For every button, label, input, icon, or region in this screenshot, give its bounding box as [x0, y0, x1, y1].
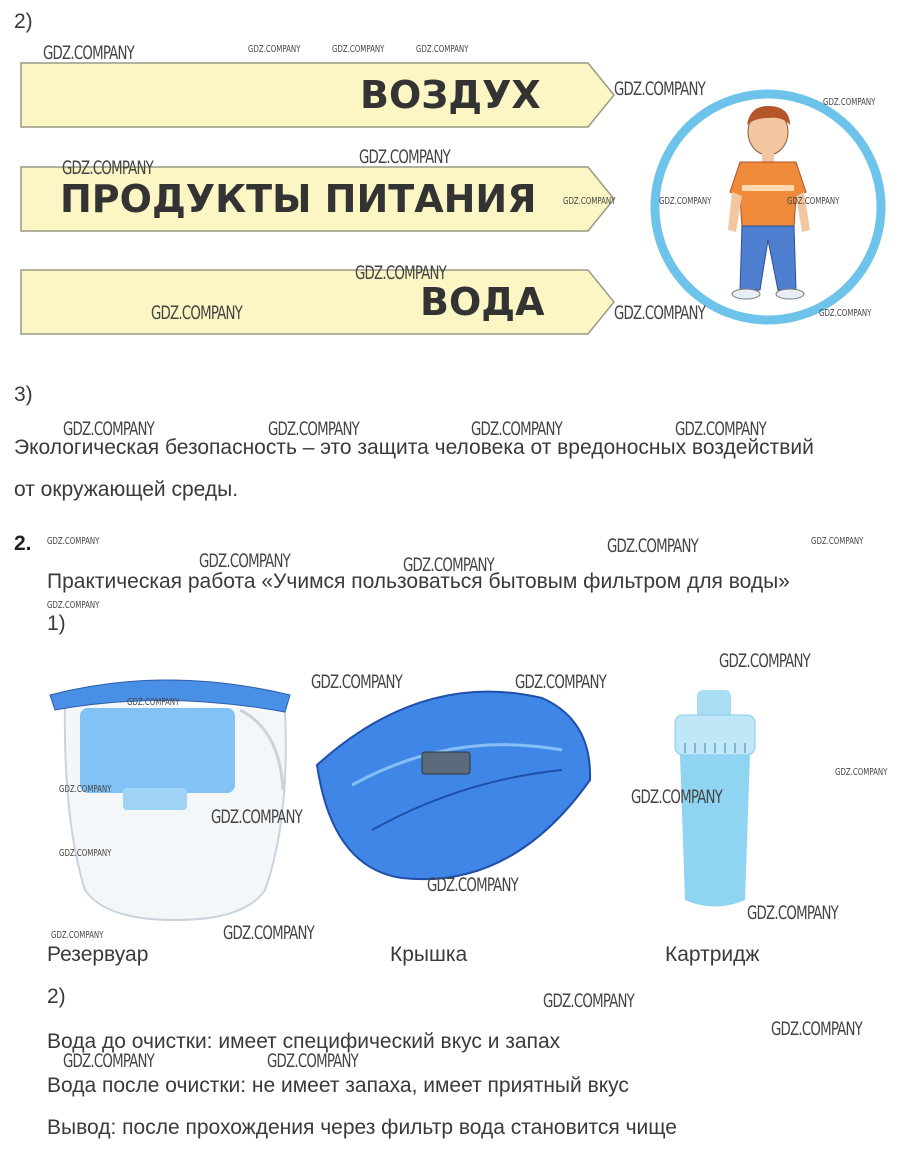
lid-image [312, 690, 597, 895]
definition-line-2: от окружающей среды. [14, 478, 239, 501]
arrow-label-water: ВОДА [420, 280, 545, 324]
watermark: GDZ.COMPANY [543, 990, 635, 1012]
watermark: GDZ.COMPANY [607, 535, 699, 557]
watermark: GDZ.COMPANY [471, 418, 563, 440]
watermark: GDZ.COMPANY [59, 784, 112, 795]
watermark: GDZ.COMPANY [819, 308, 872, 319]
arrow-label-food: ПРОДУКТЫ ПИТАНИЯ [60, 177, 537, 221]
caption-cartridge: Картридж [665, 943, 760, 966]
watermark: GDZ.COMPANY [771, 1018, 863, 1040]
watermark: GDZ.COMPANY [267, 1050, 359, 1072]
watermark: GDZ.COMPANY [223, 922, 315, 944]
watermark: GDZ.COMPANY [659, 196, 712, 207]
watermark: GDZ.COMPANY [515, 671, 607, 693]
watermark: GDZ.COMPANY [47, 600, 100, 611]
watermark: GDZ.COMPANY [127, 697, 180, 708]
watermark: GDZ.COMPANY [747, 902, 839, 924]
watermark: GDZ.COMPANY [563, 196, 616, 207]
caption-reservoir: Резервуар [47, 943, 149, 966]
watermark: GDZ.COMPANY [248, 44, 301, 55]
watermark: GDZ.COMPANY [51, 930, 104, 941]
arrow-air [20, 61, 616, 129]
watermark: GDZ.COMPANY [823, 97, 876, 108]
watermark: GDZ.COMPANY [47, 536, 100, 547]
watermark: GDZ.COMPANY [835, 767, 888, 778]
watermark: GDZ.COMPANY [719, 650, 811, 672]
watermark: GDZ.COMPANY [63, 418, 155, 440]
pitcher-drawing [45, 670, 303, 925]
watermark: GDZ.COMPANY [416, 44, 469, 55]
watermark: GDZ.COMPANY [787, 196, 840, 207]
watermark: GDZ.COMPANY [63, 1050, 155, 1072]
watermark: GDZ.COMPANY [59, 848, 112, 859]
part-2-number: 2) [47, 985, 66, 1008]
reservoir-image [45, 670, 303, 930]
watermark: GDZ.COMPANY [151, 302, 243, 324]
caption-lid: Крышка [390, 943, 468, 966]
watermark: GDZ.COMPANY [43, 42, 135, 64]
task-2-number: 2. [14, 532, 32, 555]
watermark: GDZ.COMPANY [403, 554, 495, 576]
section-3-number: 3) [14, 383, 33, 406]
watermark: GDZ.COMPANY [675, 418, 767, 440]
watermark: GDZ.COMPANY [311, 671, 403, 693]
lid-drawing [312, 690, 597, 890]
watermark: GDZ.COMPANY [211, 806, 303, 828]
conclusion-line: Вывод: после прохождения через фильтр вода становится чище [47, 1116, 677, 1139]
boy-illustration [650, 80, 890, 335]
watermark: GDZ.COMPANY [355, 262, 447, 284]
water-after-line: Вода после очистки: не имеет запаха, имеет приятный вкус [47, 1074, 629, 1097]
watermark: GDZ.COMPANY [427, 874, 519, 896]
watermark: GDZ.COMPANY [199, 550, 291, 572]
task-2-title: Практическая работа «Учимся пользоваться бытовым фильтром для воды» [47, 570, 790, 593]
section-2-number: 2) [14, 10, 33, 33]
definition-line-1: Экологическая безопасность – это защита человека от вредоносных воздействий [14, 436, 814, 459]
watermark: GDZ.COMPANY [62, 157, 154, 179]
watermark: GDZ.COMPANY [614, 78, 706, 100]
watermark: GDZ.COMPANY [811, 536, 864, 547]
part-1-number: 1) [47, 612, 66, 635]
watermark: GDZ.COMPANY [332, 44, 385, 55]
water-before-line: Вода до очистки: имеет специфический вкус и запах [47, 1030, 561, 1053]
arrow-water [20, 268, 616, 336]
watermark: GDZ.COMPANY [268, 418, 360, 440]
watermark: GDZ.COMPANY [631, 786, 723, 808]
arrow-label-air: ВОЗДУХ [360, 73, 541, 117]
watermark: GDZ.COMPANY [359, 146, 451, 168]
watermark: GDZ.COMPANY [614, 302, 706, 324]
